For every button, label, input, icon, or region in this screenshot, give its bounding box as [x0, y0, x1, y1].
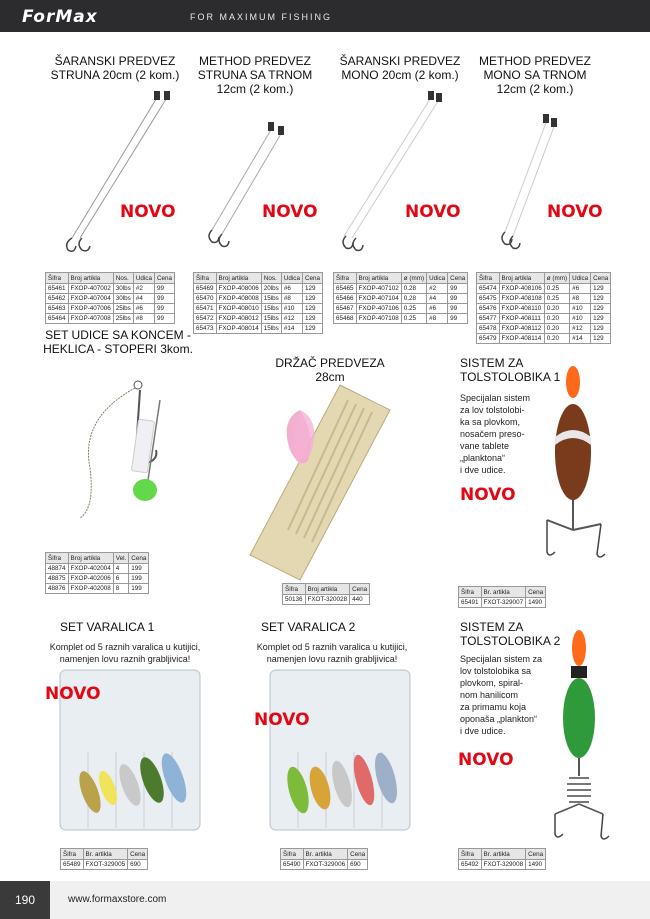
table-cell: 0.20 [544, 334, 569, 344]
table-header-cell: Šifra [459, 587, 482, 598]
table-header-cell: Broj artikla [68, 273, 113, 284]
table-header-cell: Vel. [113, 553, 129, 564]
table-cell: FXOP-407108 [356, 314, 401, 324]
table-header-cell: Broj artikla [305, 584, 350, 595]
table-cell: 65473 [194, 324, 217, 334]
table-cell: 0.28 [401, 294, 426, 304]
table-header-cell: Cena [526, 587, 546, 598]
table-header-cell: Šifra [61, 849, 84, 860]
table-cell: 99 [448, 314, 468, 324]
table-cell: FXOP-407104 [356, 294, 401, 304]
table-cell: 129 [591, 334, 611, 344]
novo-badge: NOVO [405, 202, 461, 222]
table-cell: 199 [129, 574, 149, 584]
table-cell: 65468 [334, 314, 357, 324]
table-header-cell: Šifra [283, 584, 306, 595]
product-title: SISTEM ZA TOLSTOLOBIKA 1 [460, 356, 561, 384]
table-cell: 0.20 [544, 324, 569, 334]
table-cell: 15lbs [261, 324, 281, 334]
mono-method-leader-image [495, 112, 575, 252]
table-cell: FXOP-402004 [68, 564, 113, 574]
table-row [46, 304, 175, 314]
table-header-cell: Br. artikla [83, 849, 128, 860]
table-header-cell: Udica [427, 273, 448, 284]
table-cell: 65461 [46, 284, 69, 294]
product-table [60, 848, 148, 870]
table-cell: 65479 [477, 334, 500, 344]
table-row [281, 860, 368, 870]
table-cell: 48874 [46, 564, 69, 574]
leader-wire-image [60, 88, 180, 258]
product-description: Komplet od 5 raznih varalica u kutijici, namenjen lovu raznih grabljivica! [256, 642, 408, 664]
table-header-cell: Šifra [334, 273, 357, 284]
table-header-cell: Br. artikla [481, 849, 526, 860]
table-header-row [46, 553, 149, 564]
table-cell: #6 [570, 284, 591, 294]
table-row [194, 294, 323, 304]
table-cell: #12 [570, 324, 591, 334]
table-row [61, 860, 148, 870]
table-cell: 65462 [46, 294, 69, 304]
table-header-cell: Šifra [477, 273, 500, 284]
table-cell: 65469 [194, 284, 217, 294]
table-cell: 99 [154, 294, 174, 304]
lure-box-image [270, 670, 420, 840]
table-row [477, 324, 611, 334]
table-cell: 25lbs [113, 304, 133, 314]
table-cell: #8 [427, 314, 448, 324]
table-row [283, 595, 370, 605]
table-cell: 129 [302, 304, 322, 314]
table-header-cell: Cena [302, 273, 322, 284]
table-row [46, 584, 149, 594]
table-cell: #10 [570, 314, 591, 324]
product-table [45, 552, 149, 594]
float-system-image [535, 362, 615, 572]
table-row [477, 284, 611, 294]
table-cell: 65492 [459, 860, 482, 870]
table-header-row [459, 587, 546, 598]
table-header-cell: Nos. [261, 273, 281, 284]
table-cell: 48876 [46, 584, 69, 594]
table-cell: 129 [591, 314, 611, 324]
table-cell: 20lbs [261, 284, 281, 294]
method-leader-image [200, 120, 300, 250]
table-cell: #14 [281, 324, 302, 334]
table-cell: #10 [570, 304, 591, 314]
product-description: Specijalan sistem za lov tolstolobi- ka sa plovkom, nosačem preso- vane tablete „planktona“ i dve udice. [460, 393, 531, 475]
table-cell: 65463 [46, 304, 69, 314]
table-cell: FXOP-402008 [68, 584, 113, 594]
table-header-cell: Šifra [281, 849, 304, 860]
table-cell: #10 [281, 304, 302, 314]
product-title: DRŽAČ PREDVEZA 28cm [275, 356, 385, 384]
table-cell: 8 [113, 584, 129, 594]
hook-set-image [40, 370, 190, 540]
table-header-cell: ø (mm) [544, 273, 569, 284]
table-row [477, 294, 611, 304]
website-link[interactable]: www.formaxstore.com [68, 894, 167, 905]
table-cell: 0.28 [401, 284, 426, 294]
table-cell: 0.25 [544, 284, 569, 294]
table-cell: 129 [591, 294, 611, 304]
table-header-row [459, 849, 546, 860]
table-cell: 65491 [459, 598, 482, 608]
product-title: SET VARALICA 2 [261, 620, 356, 634]
table-cell: 65477 [477, 314, 500, 324]
table-cell: FXOP-407004 [68, 294, 113, 304]
table-header-cell: Broj artikla [356, 273, 401, 284]
product-table [282, 583, 370, 605]
table-cell: FXOP-407006 [68, 304, 113, 314]
table-header-cell: Cena [154, 273, 174, 284]
table-header-cell: Br. artikla [481, 587, 526, 598]
table-cell: 0.25 [544, 294, 569, 304]
table-cell: FXOP-408010 [216, 304, 261, 314]
table-header-cell: Broj artikla [499, 273, 544, 284]
table-cell: 65470 [194, 294, 217, 304]
table-cell: 30lbs [113, 294, 133, 304]
table-row [477, 314, 611, 324]
table-header-row [477, 273, 611, 284]
table-cell: FXOP-408111 [499, 314, 544, 324]
table-header-cell: Šifra [46, 273, 69, 284]
table-cell: 129 [591, 304, 611, 314]
table-row [194, 324, 323, 334]
table-cell: 65475 [477, 294, 500, 304]
table-cell: #6 [427, 304, 448, 314]
table-cell: FXOT-329007 [481, 598, 526, 608]
table-cell: 65472 [194, 314, 217, 324]
novo-badge: NOVO [460, 485, 516, 505]
table-cell: 129 [302, 324, 322, 334]
product-title: SET VARALICA 1 [60, 620, 155, 634]
table-row [459, 598, 546, 608]
table-header-cell: Cena [350, 584, 370, 595]
table-header-cell: Cena [591, 273, 611, 284]
table-header-cell: Udica [133, 273, 154, 284]
table-header-row [46, 273, 175, 284]
table-cell: FXOT-329006 [303, 860, 348, 870]
table-header-cell: Cena [129, 553, 149, 564]
product-table [333, 272, 468, 324]
table-cell: 440 [350, 595, 370, 605]
table-row [46, 314, 175, 324]
table-cell: FXOT-329005 [83, 860, 128, 870]
table-cell: 65464 [46, 314, 69, 324]
table-header-cell: Broj artikla [216, 273, 261, 284]
table-cell: 99 [154, 284, 174, 294]
table-cell: 129 [591, 284, 611, 294]
brand-tagline: FOR MAXIMUM FISHING [190, 12, 332, 22]
table-cell: FXOP-407002 [68, 284, 113, 294]
brand-logo: ForMax [22, 7, 98, 27]
table-cell: 25lbs [113, 314, 133, 324]
product-table [458, 586, 546, 608]
table-cell: 30lbs [113, 284, 133, 294]
table-cell: 99 [448, 304, 468, 314]
table-row [46, 294, 175, 304]
table-row [334, 314, 468, 324]
table-cell: 129 [302, 284, 322, 294]
table-cell: FXOP-408014 [216, 324, 261, 334]
page-number: 190 [0, 881, 50, 919]
table-header-cell: Cena [128, 849, 148, 860]
table-header-row [283, 584, 370, 595]
table-header-row [194, 273, 323, 284]
table-header-cell: Cena [448, 273, 468, 284]
table-cell: 50136 [283, 595, 306, 605]
page-header [0, 0, 650, 32]
table-cell: 48875 [46, 574, 69, 584]
novo-badge: NOVO [120, 202, 176, 222]
table-cell: 15lbs [261, 314, 281, 324]
table-cell: #4 [133, 294, 154, 304]
table-cell: 65478 [477, 324, 500, 334]
table-header-cell: Šifra [194, 273, 217, 284]
table-cell: FXOP-408008 [216, 294, 261, 304]
table-cell: 0.25 [401, 314, 426, 324]
table-cell: 65476 [477, 304, 500, 314]
product-table [476, 272, 611, 344]
table-cell: 0.20 [544, 304, 569, 314]
table-header-row [281, 849, 368, 860]
table-cell: 99 [448, 294, 468, 304]
novo-badge: NOVO [45, 684, 101, 704]
novo-badge: NOVO [458, 750, 514, 770]
table-cell: FXOP-408112 [499, 324, 544, 334]
table-cell: FXOP-408114 [499, 334, 544, 344]
table-cell: #6 [133, 304, 154, 314]
table-cell: 6 [113, 574, 129, 584]
table-cell: #8 [281, 294, 302, 304]
table-cell: 65474 [477, 284, 500, 294]
table-cell: 65465 [334, 284, 357, 294]
rig-holder-image [230, 380, 420, 590]
table-row [477, 334, 611, 344]
table-cell: 65471 [194, 304, 217, 314]
table-cell: 65467 [334, 304, 357, 314]
table-cell: 65466 [334, 294, 357, 304]
table-header-cell: Šifra [46, 553, 69, 564]
table-cell: FXOT-320028 [305, 595, 350, 605]
table-cell: #2 [427, 284, 448, 294]
table-cell: 1490 [526, 598, 546, 608]
table-cell: 129 [591, 324, 611, 334]
table-cell: FXOP-408106 [499, 284, 544, 294]
product-title: METHOD PREDVEZ MONO SA TRNOM 12cm (2 kom.) [478, 54, 591, 96]
table-cell: #8 [570, 294, 591, 304]
table-cell: 1490 [526, 860, 546, 870]
table-cell: FXOP-407106 [356, 304, 401, 314]
table-row [194, 284, 323, 294]
novo-badge: NOVO [547, 202, 603, 222]
table-cell: #12 [281, 314, 302, 324]
table-header-cell: Nos. [113, 273, 133, 284]
table-cell: FXOP-408012 [216, 314, 261, 324]
table-cell: FXOP-408006 [216, 284, 261, 294]
table-cell: 99 [154, 304, 174, 314]
table-row [194, 304, 323, 314]
table-cell: #6 [281, 284, 302, 294]
table-cell: 99 [154, 314, 174, 324]
table-header-cell: Šifra [459, 849, 482, 860]
table-row [46, 564, 149, 574]
mono-leader-image [340, 88, 450, 258]
product-table [193, 272, 323, 334]
table-cell: FXOP-408108 [499, 294, 544, 304]
table-cell: FXOT-329008 [481, 860, 526, 870]
table-cell: 65490 [281, 860, 304, 870]
table-cell: #4 [427, 294, 448, 304]
table-header-row [61, 849, 148, 860]
table-cell: 129 [302, 314, 322, 324]
table-cell: FXOP-407102 [356, 284, 401, 294]
product-table [458, 848, 546, 870]
table-cell: 0.20 [544, 314, 569, 324]
table-cell: 690 [128, 860, 148, 870]
novo-badge: NOVO [254, 710, 310, 730]
table-cell: FXOP-407008 [68, 314, 113, 324]
table-cell: 129 [302, 294, 322, 304]
table-header-cell: Br. artikla [303, 849, 348, 860]
product-title: SISTEM ZA TOLSTOLOBIKA 2 [460, 620, 561, 648]
product-description: Specijalan sistem za lov tolstolobika sa plovkom, spiral- nom hanilicom za primamu koja oponaša „plankton“ i dve udice. [460, 654, 543, 736]
table-cell: 199 [129, 564, 149, 574]
table-cell: 0.25 [401, 304, 426, 314]
table-header-cell: Cena [348, 849, 368, 860]
table-row [46, 574, 149, 584]
table-row [477, 304, 611, 314]
product-title: METHOD PREDVEZ STRUNA SA TRNOM 12cm (2 kom.) [197, 54, 313, 96]
novo-badge: NOVO [262, 202, 318, 222]
table-row [334, 284, 468, 294]
product-title: ŠARANSKI PREDVEZ STRUNA 20cm (2 kom.) [50, 54, 180, 82]
table-cell: 4 [113, 564, 129, 574]
table-header-cell: Udica [281, 273, 302, 284]
table-header-cell: Cena [526, 849, 546, 860]
product-title: ŠARANSKI PREDVEZ MONO 20cm (2 kom.) [339, 54, 461, 82]
table-cell: 15lbs [261, 294, 281, 304]
table-cell: 15lbs [261, 304, 281, 314]
product-description: Komplet od 5 raznih varalica u kutijici, namenjen lovu raznih grabljivica! [49, 642, 201, 664]
table-header-cell: ø (mm) [401, 273, 426, 284]
table-row [194, 314, 323, 324]
page-footer [0, 881, 650, 919]
table-header-cell: Udica [570, 273, 591, 284]
table-cell: #14 [570, 334, 591, 344]
table-cell: 99 [448, 284, 468, 294]
table-cell: FXOP-408110 [499, 304, 544, 314]
product-title: SET UDICE SA KONCEM - HEKLICA - STOPERI 3kom. [43, 328, 193, 356]
product-table [280, 848, 368, 870]
table-cell: #2 [133, 284, 154, 294]
spiral-float-system-image [545, 626, 625, 846]
table-row [46, 284, 175, 294]
table-cell: FXOP-402006 [68, 574, 113, 584]
table-cell: #8 [133, 314, 154, 324]
product-table [45, 272, 175, 324]
table-header-cell: Broj artikla [68, 553, 113, 564]
table-row [334, 304, 468, 314]
table-row [459, 860, 546, 870]
table-cell: 65489 [61, 860, 84, 870]
table-row [334, 294, 468, 304]
table-cell: 199 [129, 584, 149, 594]
table-cell: 690 [348, 860, 368, 870]
table-header-row [334, 273, 468, 284]
